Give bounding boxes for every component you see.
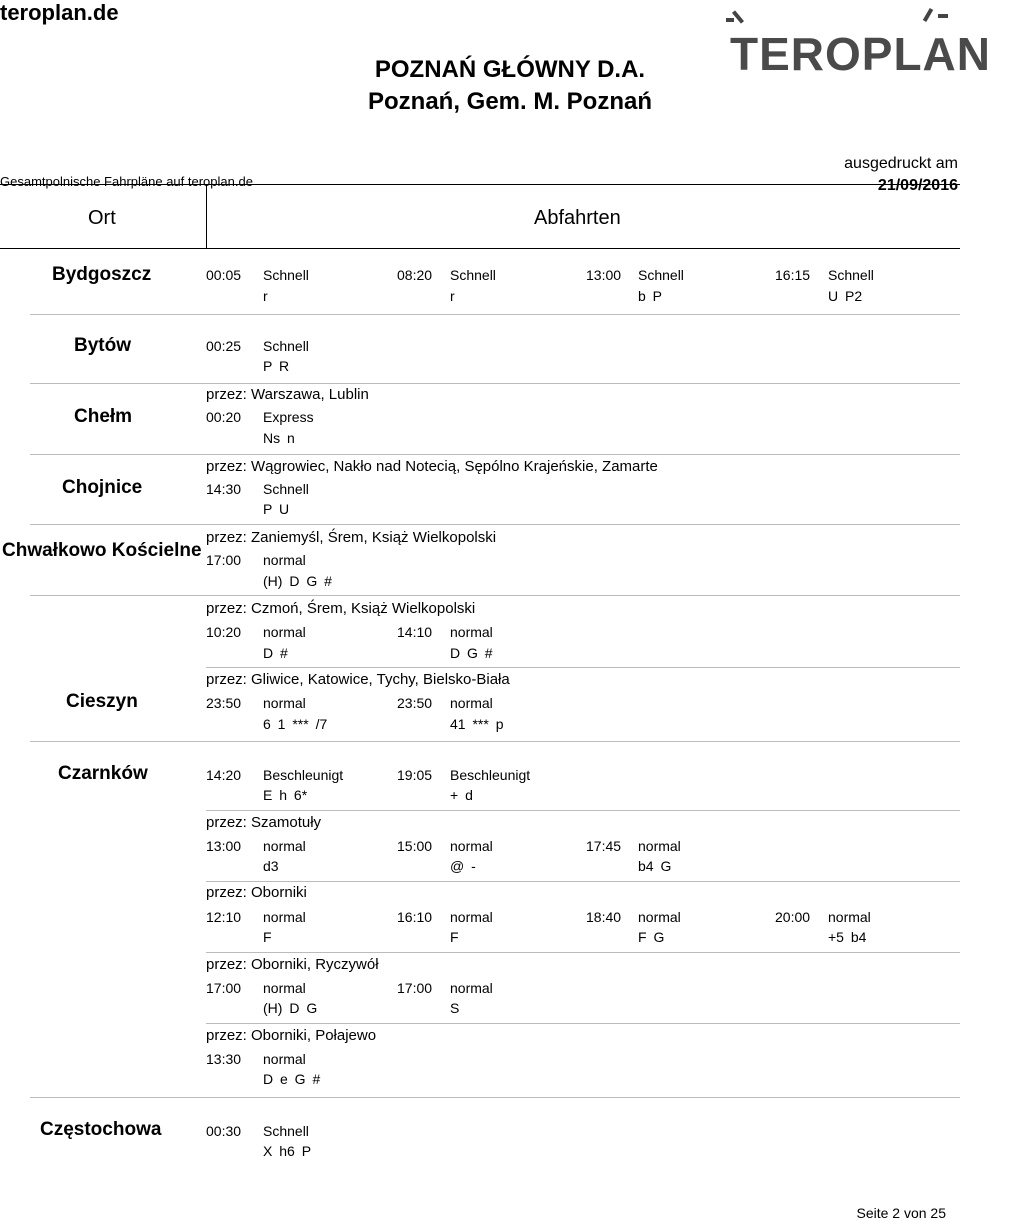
departure-time: 17:00 [206,980,242,996]
departure-time: 17:00 [206,552,242,568]
train-type: Beschleunigt [450,767,531,783]
train-type: normal [263,909,306,925]
departure-time: 16:10 [397,909,433,925]
route-via: przez: Oborniki [206,884,307,901]
printed-date: 21/09/2016 [877,177,958,194]
train-codes: U P2 [828,288,863,304]
town-czarnkow: Czarnków [58,763,148,784]
town-cieszyn: Cieszyn [66,691,138,712]
train-codes: Ns n [263,430,295,446]
departure-time: 08:20 [397,267,433,283]
town-chojnice: Chojnice [62,477,143,498]
train-codes: @ - [450,858,476,874]
departure-time: 12:10 [206,909,242,925]
departure-time: 00:20 [206,409,242,425]
town-chwalkowo-koscielne: Chwałkowo Kościelne [2,540,202,561]
train-type: Schnell [263,267,309,283]
train-codes: b P [638,288,663,304]
train-codes: 41 *** p [450,716,504,732]
train-type: normal [263,552,306,568]
train-codes: S [450,1000,460,1016]
page-number: Seite 2 von 25 [856,1205,946,1221]
train-type: Schnell [450,267,496,283]
departure-time: 15:00 [397,838,433,854]
station-subtitle: Poznań, Gem. M. Poznań [367,88,653,115]
departure-time: 18:40 [586,909,622,925]
subrow-separator [206,667,960,668]
train-codes: F [263,929,272,945]
train-codes: d3 [263,858,279,874]
train-codes: E h 6* [263,787,308,803]
departure-time: 17:00 [397,980,433,996]
header-bottom-rule [0,248,960,249]
town-chelm: Chełm [74,406,133,427]
route-via: przez: Wągrowiec, Nakło nad Notecią, Sępólno Krajeńskie, Zamarte [206,458,658,475]
train-codes: 6 1 *** /7 [263,716,328,732]
train-codes: P U [263,501,290,517]
row-separator [30,741,960,742]
train-type: normal [638,909,681,925]
route-via: przez: Oborniki, Ryczywół [206,956,379,973]
header-top-rule [0,184,960,185]
departure-time: 23:50 [397,695,433,711]
train-codes: (H) D G # [263,573,332,589]
route-via: przez: Zaniemyśl, Śrem, Książ Wielkopolski [206,529,497,546]
train-type: normal [263,1051,306,1067]
train-type: normal [450,838,493,854]
row-separator [30,383,960,384]
subtitle: Gesamtpolnische Fahrpläne auf teroplan.de [0,174,253,189]
train-codes: r [263,288,268,304]
row-separator [30,524,960,525]
train-type: Schnell [638,267,684,283]
subrow-separator [206,881,960,882]
departure-time: 00:05 [206,267,242,283]
departure-time: 14:20 [206,767,242,783]
train-type: normal [263,838,306,854]
train-codes: b4 G [638,858,672,874]
town-czestochowa: Częstochowa [40,1119,162,1140]
departure-time: 23:50 [206,695,242,711]
train-type: normal [263,624,306,640]
train-type: Schnell [263,1123,309,1139]
departure-time: 14:10 [397,624,433,640]
train-codes: X h6 P [263,1143,312,1159]
train-type: normal [450,909,493,925]
subrow-separator [206,952,960,953]
teroplan-logo [720,4,991,84]
train-type: normal [450,624,493,640]
route-via: przez: Czmoń, Śrem, Książ Wielkopolski [206,600,476,617]
train-codes: +5 b4 [828,929,867,945]
svg-text:TEROPLAN: TEROPLAN [730,28,991,80]
header-divider [206,184,207,248]
train-type: normal [450,980,493,996]
train-type: Express [263,409,314,425]
train-codes: F G [638,929,665,945]
departure-time: 20:00 [775,909,811,925]
departure-time: 19:05 [397,767,433,783]
train-codes: F [450,929,459,945]
train-codes: r [450,288,455,304]
subrow-separator [206,810,960,811]
row-separator [30,1097,960,1098]
train-type: normal [263,695,306,711]
route-via: przez: Szamotuły [206,814,322,831]
column-header-ort: Ort [88,207,116,229]
train-type: normal [638,838,681,854]
departure-time: 00:25 [206,338,242,354]
route-via: przez: Gliwice, Katowice, Tychy, Bielsko-Biała [206,671,510,688]
route-via: przez: Warszawa, Lublin [206,386,369,403]
departure-time: 17:45 [586,838,622,854]
train-codes: D G # [450,645,493,661]
train-type: normal [450,695,493,711]
train-codes: P R [263,358,290,374]
town-bytow: Bytów [74,335,131,356]
row-separator [30,314,960,315]
train-type: Schnell [828,267,874,283]
route-via: przez: Oborniki, Połajewo [206,1027,377,1044]
train-type: Schnell [263,481,309,497]
departure-time: 13:00 [586,267,622,283]
train-codes: (H) D G [263,1000,318,1016]
departure-time: 00:30 [206,1123,242,1139]
departure-time: 16:15 [775,267,811,283]
site-name: teroplan.de [0,0,119,25]
departure-time: 13:00 [206,838,242,854]
departure-time: 10:20 [206,624,242,640]
train-type: Beschleunigt [263,767,344,783]
column-header-abfahrten: Abfahrten [534,207,621,229]
train-type: normal [828,909,871,925]
row-separator [30,595,960,596]
town-bydgoszcz: Bydgoszcz [52,264,152,285]
train-codes: D # [263,645,288,661]
train-type: normal [263,980,306,996]
train-codes: D e G # [263,1071,321,1087]
printed-label: ausgedruckt am [844,155,958,172]
train-type: Schnell [263,338,309,354]
train-codes: + d [450,787,473,803]
departure-time: 13:30 [206,1051,242,1067]
subrow-separator [206,1023,960,1024]
row-separator [30,454,960,455]
station-title: POZNAŃ GŁÓWNY D.A. [374,56,646,83]
departure-time: 14:30 [206,481,242,497]
